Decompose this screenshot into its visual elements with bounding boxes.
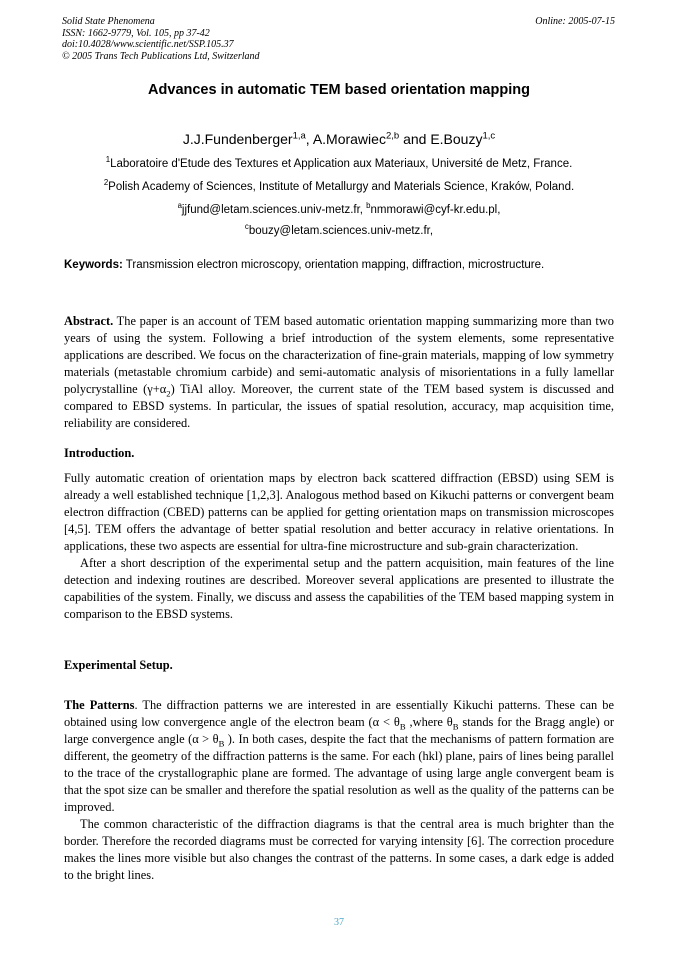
- keywords-text: Transmission electron microscopy, orientation mapping, diffraction, microstructure.: [122, 259, 545, 271]
- online-date: Online: 2005-07-15: [535, 16, 615, 27]
- affiliation-2: [0, 178, 678, 193]
- subsection-label: The Patterns: [64, 698, 135, 712]
- paper-title: Advances in automatic TEM based orientation mapping: [148, 82, 530, 98]
- affil-text: Polish Academy of Sciences, Institute of Metallurgy and Materials Science, Kraków, Poland.: [108, 181, 575, 193]
- author-separator: ,: [305, 131, 313, 147]
- author-affil-mark: 2,b: [385, 130, 400, 142]
- author-separator: and: [399, 131, 431, 147]
- email-line-2: [0, 222, 678, 237]
- affil-mark: 1: [105, 155, 111, 165]
- abstract: [64, 313, 614, 432]
- doi-line: doi:10.4028/www.scientific.net/SSP.105.37: [62, 39, 234, 50]
- paragraph: Fully automatic creation of orientation maps by electron back scattered diffraction (EBSD) using SEM is already a well established technique [1,2,3]. Analogous method based on Kikuchi patterns or convergent beam electron diffraction (CBED) patterns can be applied for getting orientation maps on transmission microscopes [4,5]. TEM offers the advantage of better spatial resolution and better accuracy in relative orientations. In applications, these two aspects are essential for ultra-fine microstructure and sub-grain characterization.: [64, 471, 614, 553]
- journal-name: Solid State Phenomena: [62, 16, 155, 27]
- email-mark: b: [366, 201, 371, 211]
- author-affil-mark: 1,c: [482, 130, 496, 142]
- text-run: ). In both cases, despite the fact that the mechanisms of pattern formation are different, the geometry of the diffraction patterns is the same. For each (hkl) plane, pairs of lines being parallel to the trace of the crystallographic plane are formed. The advantage of using large angle convergent beam is that the spot size can be smaller and therefore the spatial resolution as well as the quality of the patterns can be improved.: [64, 732, 614, 814]
- subscript: B: [399, 721, 406, 732]
- affil-mark: 2: [103, 178, 109, 188]
- author-affil-mark: 1,a: [292, 130, 306, 142]
- email-address: jjfund@letam.sciences.univ-metz.fr,: [181, 204, 367, 216]
- journal-header: [62, 16, 260, 62]
- abstract-label: Abstract.: [64, 314, 114, 328]
- author-name: J.J.Fundenberger: [182, 131, 293, 147]
- affil-text: Laboratoire d'Etude des Textures et Application aux Materiaux, Université de Metz, France.: [110, 158, 573, 170]
- abstract-text: The paper is an account of TEM based automatic orientation mapping summarizing more than two years of using the system. Following a brief introduction of the system elements, some representative applications are described. We focus on the characterization of fine-grain materials, mapping of low symmetry materials (metastable chromium carbide) and semi-automatic analysis of misorientations in a fully lamellar polycrystalline (γ+α: [64, 314, 614, 396]
- section-heading-experimental: Experimental Setup.: [64, 658, 173, 672]
- keywords-label: Keywords:: [64, 259, 123, 271]
- email-line-1: [0, 201, 678, 216]
- keywords: [64, 259, 624, 271]
- email-address: bouzy@letam.sciences.univ-metz.fr,: [248, 225, 434, 237]
- paragraph: After a short description of the experimental setup and the pattern acquisition, main features of the line detection and indexing routines are described. Moreover several applications are presented to illustrate the capabilities of the system. Finally, we discuss and assess the capabilities of the TEM based mapping system in comparison to the EBSD systems.: [64, 556, 614, 621]
- page-number: 37: [334, 917, 344, 928]
- email-address: nmmorawi@cyf-kr.edu.pl,: [370, 204, 501, 216]
- experimental-body: [64, 697, 614, 884]
- author-name: A.Morawiec: [312, 131, 386, 147]
- author-name: E.Bouzy: [430, 131, 483, 147]
- email-mark: a: [177, 201, 182, 211]
- subscript: B: [452, 721, 459, 732]
- abstract-text: ) TiAl alloy. Moreover, the current state of the TEM based system is discussed and compared to EBSD systems. In particular, the issues of spatial resolution, accuracy, map acquisition time, reliability are considered.: [64, 382, 614, 430]
- introduction-body: [64, 470, 614, 623]
- email-mark: c: [244, 222, 249, 232]
- author-list: [0, 131, 678, 147]
- paragraph: The common characteristic of the diffraction diagrams is that the central area is much brighter than the border. Therefore the recorded diagrams must be corrected for varying intensity [6]. The correction procedure makes the lines more visible but also changes the contrast of the patterns. In some cases, a dark edge is added to the bright lines.: [64, 817, 614, 882]
- copyright-line: © 2005 Trans Tech Publications Ltd, Switzerland: [62, 50, 260, 62]
- affiliation-1: [0, 155, 678, 170]
- text-run: . The diffraction patterns we are interested in are essentially Kikuchi patterns. These can be obtained using low convergence angle of the electron beam (α < θ: [64, 698, 615, 729]
- subscript: 2: [166, 388, 171, 399]
- section-heading-introduction: Introduction.: [64, 446, 135, 460]
- subscript: B: [218, 738, 225, 749]
- issn-line: ISSN: 1662-9779, Vol. 105, pp 37-42: [62, 27, 210, 39]
- text-run: ,where θ: [405, 715, 453, 729]
- paragraph: [64, 697, 614, 816]
- text-run: stands for the Bragg angle) or large convergence angle (α > θ: [64, 715, 614, 746]
